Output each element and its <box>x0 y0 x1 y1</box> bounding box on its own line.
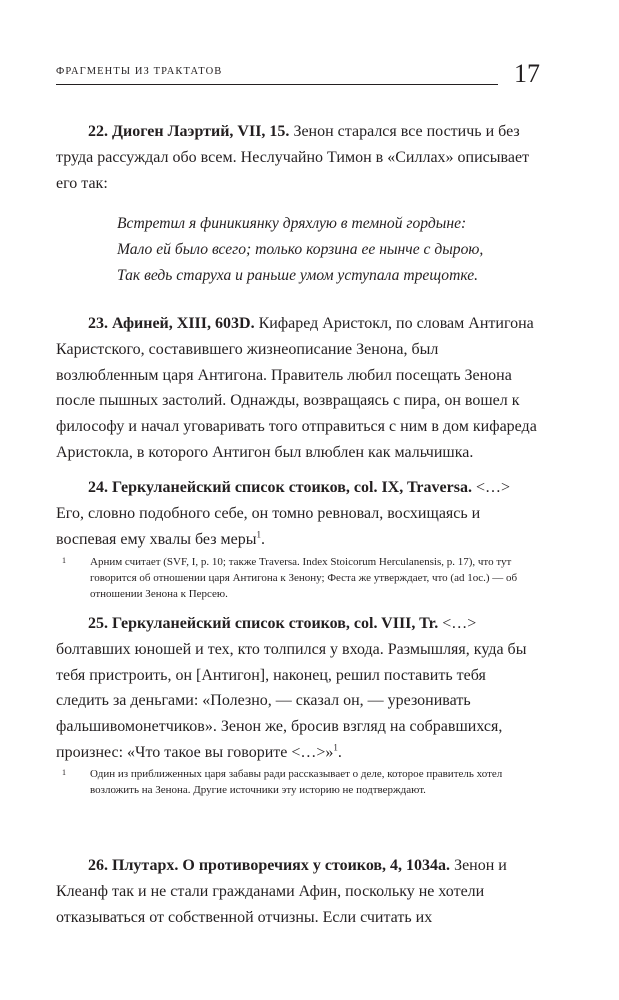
section-25 <box>56 611 540 766</box>
section-26-heading: 26. Плутарх. О противоречиях у стоиков, 4, 1034а. <box>88 857 451 874</box>
section-25-paragraph: 25. Геркуланейский список стоиков, col. VIII, Tr. <…> болтавших юношей и тех, кто толпился у входа. Размышляя, куда бы тебя пристроить, он [Антигон], наконец, решил поставить тебя следить за деньгами: «Полезно, — сказал он, — урезонивать фальшивомонетчиков». Зенон же, бросив взгляд на собравшихся, произнес: «Что такое вы говорите <…>»$^1$. <box>56 615 527 761</box>
footnote-text: Арним считает (SVF, I, p. 10; также Traversa. Index Stoicorum Herculanensis, p. 17), что тут говорится об отношении царя Антигона к Зенону; Феста же утверждает, что (ad 1oc.) — об отношении Зенона к Персею. <box>90 556 518 600</box>
footnote-mark: 1 <box>62 768 66 777</box>
page-header <box>56 59 540 92</box>
section-22-text: Зенон старался все постичь и без труда рассуждал обо всем. Неслучайно Тимон в «Силлах» описывает его так: <box>56 123 530 192</box>
section-25-heading: 25. Геркуланейский список стоиков, col. VIII, Tr. <box>88 615 439 632</box>
section-23-text: Кифаред Аристокл, по словам Антигона Каристского, составившего жизнеописание Зенона, был возлюбленным царя Антигона. Правитель любил посещать Зенона после пышных застолий. Однажды, возвращаясь с пира, он вошел к философу и начал уговаривать того отправиться с ним в дом кифареда Аристокла, в которого Антигон был влюблен как мальчишка. <box>56 315 537 461</box>
section-23 <box>56 311 540 466</box>
page-number: 17 <box>514 59 540 88</box>
section-26-text: Зенон и Клеанф так и не стали гражданами Афин, поскольку не хотели отказываться от собственной отчизны. Если считать их <box>56 857 507 926</box>
section-22 <box>56 119 540 196</box>
running-title: ФРАГМЕНТЫ ИЗ ТРАКТАТОВ <box>56 66 223 77</box>
footnote-ref: 1 <box>333 742 338 753</box>
section-25-text: <…> болтавших юношей и тех, кто толпился у входа. Размышляя, куда бы тебя пристроить, он [Антигон], наконец, решил поставить тебя следить за деньгами: «Полезно, — сказал он, — урезонивать фальшивомонетчиков». Зенон же, бросив взгляд на собравшихся, произнес: «Что такое вы говорите <…>» <box>56 615 527 761</box>
footnote-ref: 1 <box>256 529 261 540</box>
section-23-heading: 23. Афиней, XIII, 603D. <box>88 315 255 332</box>
section-26-paragraph <box>56 853 540 930</box>
verse-line: Так ведь старуха и раньше умом уступала трещотке. <box>117 266 479 284</box>
section-23-paragraph <box>56 311 540 466</box>
section-26 <box>56 853 540 930</box>
footnote-25 <box>56 766 540 798</box>
verse-quote <box>117 211 537 288</box>
header-rule <box>56 84 498 85</box>
section-24-paragraph: 24. Геркуланейский список стоиков, col. IX, Traversa. <…> Его, словно подобного себе, он томно ревновал, восхищаясь и воспевая ему хвалы без меры$^1$. <box>56 479 511 548</box>
footnote-text: Один из приближенных царя забавы ради рассказывает о деле, которое правитель хотел возложить на Зенона. Другие источники эту историю не подтверждают. <box>90 768 503 796</box>
footnote-24 <box>56 554 540 602</box>
footnote-mark: 1 <box>62 556 66 565</box>
section-22-heading: 22. Диоген Лаэртий, VII, 15. <box>88 123 290 140</box>
section-24 <box>56 475 540 552</box>
section-22-paragraph <box>56 119 540 196</box>
section-24-heading: 24. Геркуланейский список стоиков, col. IX, Traversa. <box>88 479 472 496</box>
verse-line: Мало ей было всего; только корзина ее нынче с дырою, <box>117 240 484 258</box>
verse-line: Встретил я финикиянку дряхлую в темной гордыне: <box>117 215 467 232</box>
section-24-text: <…> Его, словно подобного себе, он томно ревновал, восхищаясь и воспевая ему хвалы без меры <box>56 479 511 548</box>
